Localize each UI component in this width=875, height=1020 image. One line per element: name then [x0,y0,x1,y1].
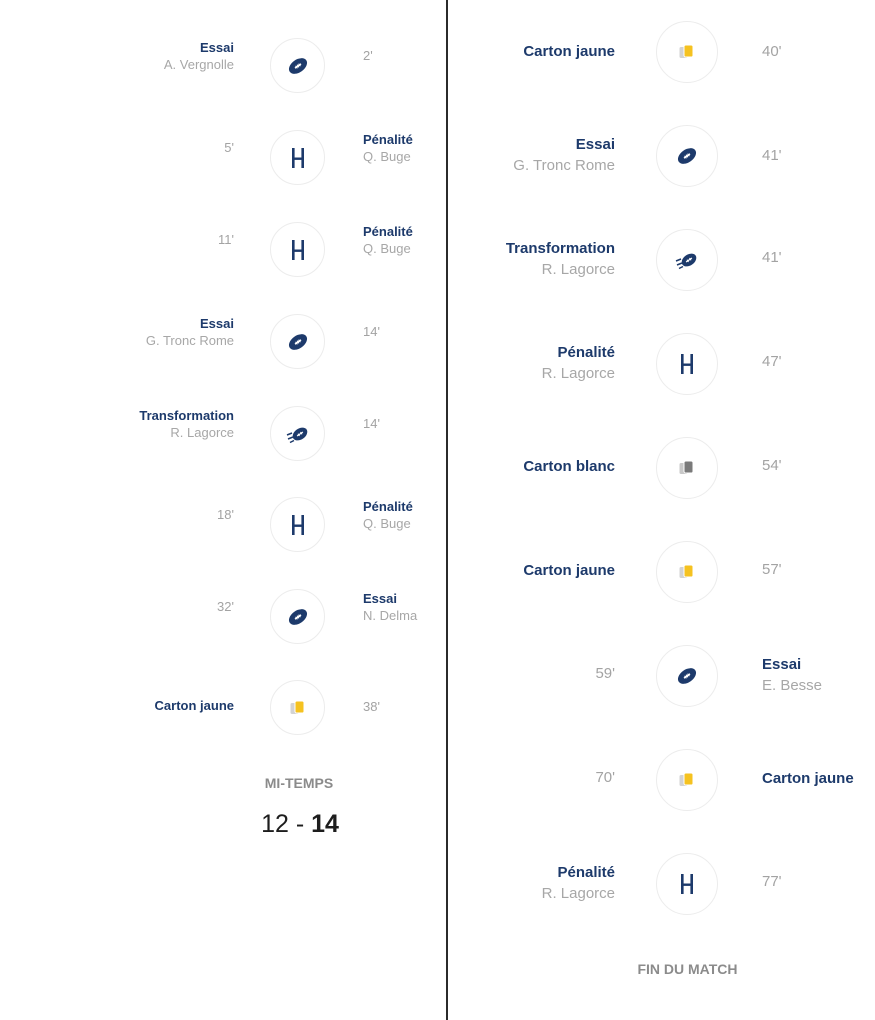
timeline-event [448,333,875,415]
event-type: Carton jaune [762,770,854,787]
event-type: Essai [575,136,615,153]
event-label [363,131,413,166]
end-of-match-label: FIN DU MATCH [637,961,738,977]
event-label [513,135,615,177]
event-player: Q. Buge [363,516,411,531]
yellow-card-icon [656,749,718,811]
timeline-event [448,229,875,311]
event-type: Essai [200,316,234,331]
timeline-event [0,407,446,479]
event-type: Pénalité [363,132,413,147]
event-time: 41' [762,249,782,266]
timeline-event [0,223,446,295]
event-label [523,561,615,581]
event-label [762,655,822,697]
event-time: 14' [363,324,380,339]
halftime-label: MI-TEMPS [264,775,334,791]
event-type: Transformation [505,240,615,257]
event-player: G. Tronc Rome [513,157,615,174]
event-player: N. Delma [363,608,418,623]
timeline-event [448,541,875,623]
event-player: E. Besse [762,677,823,694]
event-label [523,42,615,62]
event-time: 70' [595,769,615,786]
event-time: 14' [363,416,380,431]
halftime-score [250,810,350,839]
timeline-event [0,498,446,570]
event-player: G. Tronc Rome [145,333,234,348]
event-label [762,769,854,789]
ball-icon [656,125,718,187]
home-score: 12 [261,810,289,838]
timeline-event [448,125,875,207]
ball-icon [270,314,325,369]
event-player: Q. Buge [363,241,411,256]
event-label [139,407,234,442]
posts-icon [270,497,325,552]
timeline-event [0,39,446,111]
event-label [155,697,234,714]
event-player: R. Lagorce [170,425,234,440]
kick-icon [270,406,325,461]
event-type: Carton jaune [523,43,615,60]
event-time: 18' [217,507,234,522]
event-label [363,590,417,625]
timeline-event [448,21,875,103]
event-player: R. Lagorce [541,261,615,278]
white-card-icon [656,437,718,499]
event-type: Transformation [139,408,234,423]
timeline-event [0,590,446,662]
event-player: A. Vergnolle [163,57,234,72]
event-label [164,39,234,74]
event-type: Pénalité [363,499,413,514]
event-label [363,223,413,258]
timeline-event [448,749,875,831]
event-player: Q. Buge [363,149,411,164]
yellow-card-icon [656,541,718,603]
posts-icon [270,130,325,185]
event-time: 59' [595,665,615,682]
score-separator: - [295,810,305,838]
timeline-event [0,315,446,387]
posts-icon [270,222,325,277]
timeline-event [448,437,875,519]
ball-icon [270,589,325,644]
event-time: 40' [762,43,782,60]
event-type: Carton jaune [523,562,615,579]
event-time: 41' [762,147,782,164]
timeline-event [0,131,446,203]
event-type: Essai [200,40,234,55]
event-time: 2' [363,48,373,63]
event-time: 32' [217,599,234,614]
yellow-card-icon [270,680,325,735]
event-type: Pénalité [557,864,615,881]
timeline-event [448,645,875,727]
event-label [523,457,615,477]
ball-icon [656,645,718,707]
event-time: 11' [218,232,234,247]
event-label [363,498,413,533]
timeline-event [448,853,875,935]
event-label [542,863,615,905]
event-type: Carton blanc [523,458,615,475]
event-label [542,343,615,385]
ball-icon [270,38,325,93]
kick-icon [656,229,718,291]
event-time: 77' [762,873,782,890]
event-type: Essai [363,591,397,606]
event-type: Essai [762,656,802,673]
event-time: 38' [363,699,380,714]
event-time: 57' [762,561,782,578]
event-player: R. Lagorce [541,365,615,382]
timeline-event [0,681,446,753]
event-time: 47' [762,353,782,370]
event-label [506,239,615,281]
event-type: Carton jaune [154,698,234,713]
event-type: Pénalité [363,224,413,239]
away-score: 14 [311,810,339,838]
event-time: 54' [762,457,782,474]
yellow-card-icon [656,21,718,83]
event-player: R. Lagorce [541,885,615,902]
second-half-timeline [448,0,875,1020]
posts-icon [656,333,718,395]
event-type: Pénalité [557,344,615,361]
event-time: 5' [224,140,234,155]
event-label [146,315,234,350]
posts-icon [656,853,718,915]
